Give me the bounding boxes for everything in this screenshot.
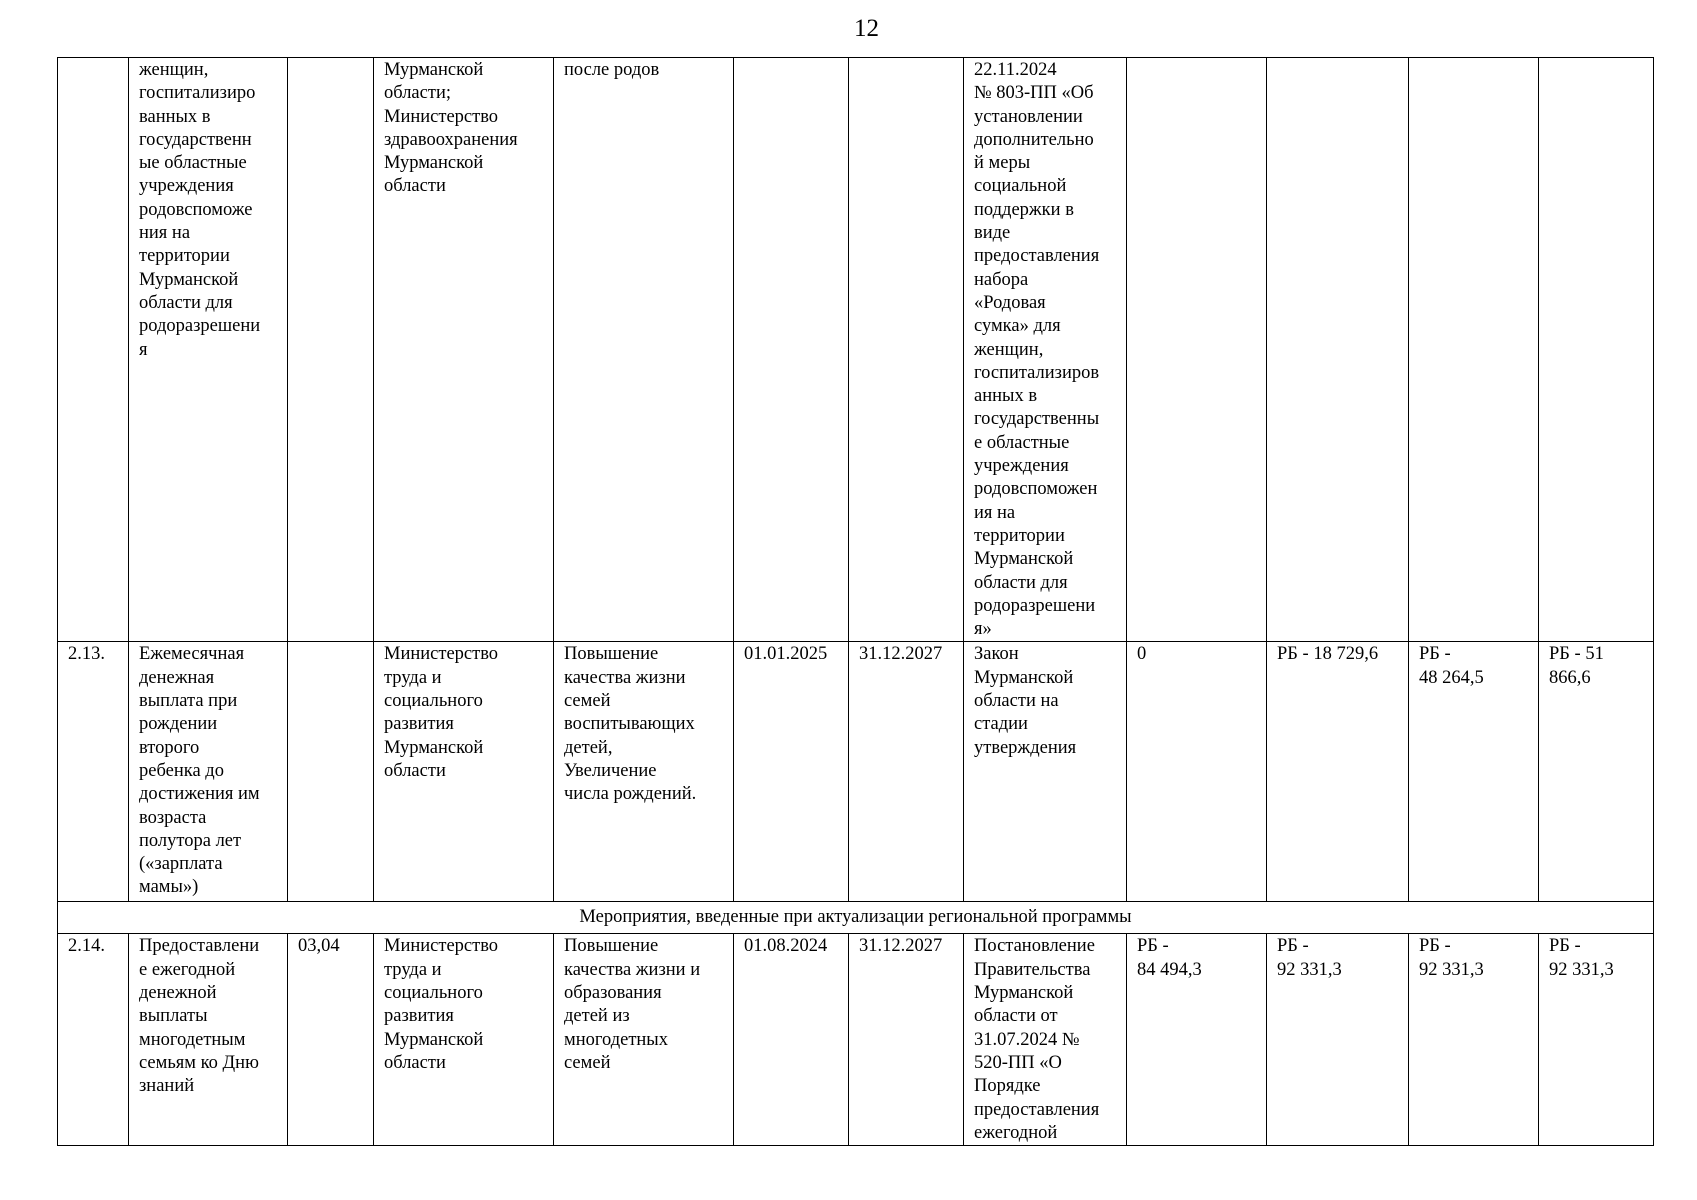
cell-funding-2027: РБ - 51 866,6 (1539, 642, 1654, 902)
section-heading: Мероприятия, введенные при актуализации региональной программы (58, 902, 1654, 934)
section-row (58, 902, 1654, 934)
cell-number: 2.13. (58, 642, 129, 902)
table-row (58, 934, 1654, 1146)
measures-table (57, 57, 1654, 1146)
cell-end-date: 31.12.2027 (849, 934, 964, 1146)
cell-end-date (849, 58, 964, 642)
cell-funding-2024: 0 (1127, 642, 1267, 902)
cell-funding-2025: РБ - 92 331,3 (1267, 934, 1409, 1146)
cell-result: Повышение качества жизни семей воспитывающих детей, Увеличение числа рождений. (554, 642, 734, 902)
cell-end-date: 31.12.2027 (849, 642, 964, 902)
page-number: 12 (854, 15, 879, 42)
table-row (58, 642, 1654, 902)
cell-code (288, 642, 374, 902)
cell-funding-2024: РБ - 84 494,3 (1127, 934, 1267, 1146)
cell-funding-2025: РБ - 18 729,6 (1267, 642, 1409, 902)
cell-funding-2027 (1539, 58, 1654, 642)
cell-code (288, 58, 374, 642)
cell-legal-act: Закон Мурманской области на стадии утверждения (964, 642, 1127, 902)
cell-executor: Мурманской области; Министерство здравоохранения Мурманской области (374, 58, 554, 642)
cell-measure-name: Предоставлени е ежегодной денежной выплаты многодетным семьям ко Дню знаний (129, 934, 288, 1146)
cell-measure-name: Ежемесячная денежная выплата при рождении второго ребенка до достижения им возраста полутора лет («зарплата мамы») (129, 642, 288, 902)
cell-funding-2027: РБ - 92 331,3 (1539, 934, 1654, 1146)
cell-funding-2026: РБ - 48 264,5 (1409, 642, 1539, 902)
cell-legal-act: Постановление Правительства Мурманской области от 31.07.2024 № 520-ПП «О Порядке предоставления ежегодной (964, 934, 1127, 1146)
cell-executor: Министерство труда и социального развития Мурманской области (374, 934, 554, 1146)
cell-funding-2026: РБ - 92 331,3 (1409, 934, 1539, 1146)
cell-funding-2026 (1409, 58, 1539, 642)
cell-funding-2024 (1127, 58, 1267, 642)
cell-start-date: 01.08.2024 (734, 934, 849, 1146)
cell-number (58, 58, 129, 642)
cell-result: после родов (554, 58, 734, 642)
cell-code: 03,04 (288, 934, 374, 1146)
cell-legal-act: 22.11.2024 № 803-ПП «Об установлении дополнительно й меры социальной поддержки в виде предоставления набора «Родовая сумка» для женщин, госпитализиров анных в государственны е областные учреждения родовспоможен ия на территории Мурманской области для родоразрешени я» (964, 58, 1127, 642)
table-row (58, 58, 1654, 642)
cell-start-date (734, 58, 849, 642)
cell-start-date: 01.01.2025 (734, 642, 849, 902)
cell-number: 2.14. (58, 934, 129, 1146)
cell-executor: Министерство труда и социального развития Мурманской области (374, 642, 554, 902)
cell-measure-name: женщин, госпитализиро ванных в государственн ые областные учреждения родовспоможе ния на территории Мурманской области для родоразрешени я (129, 58, 288, 642)
cell-result: Повышение качества жизни и образования детей из многодетных семей (554, 934, 734, 1146)
cell-funding-2025 (1267, 58, 1409, 642)
